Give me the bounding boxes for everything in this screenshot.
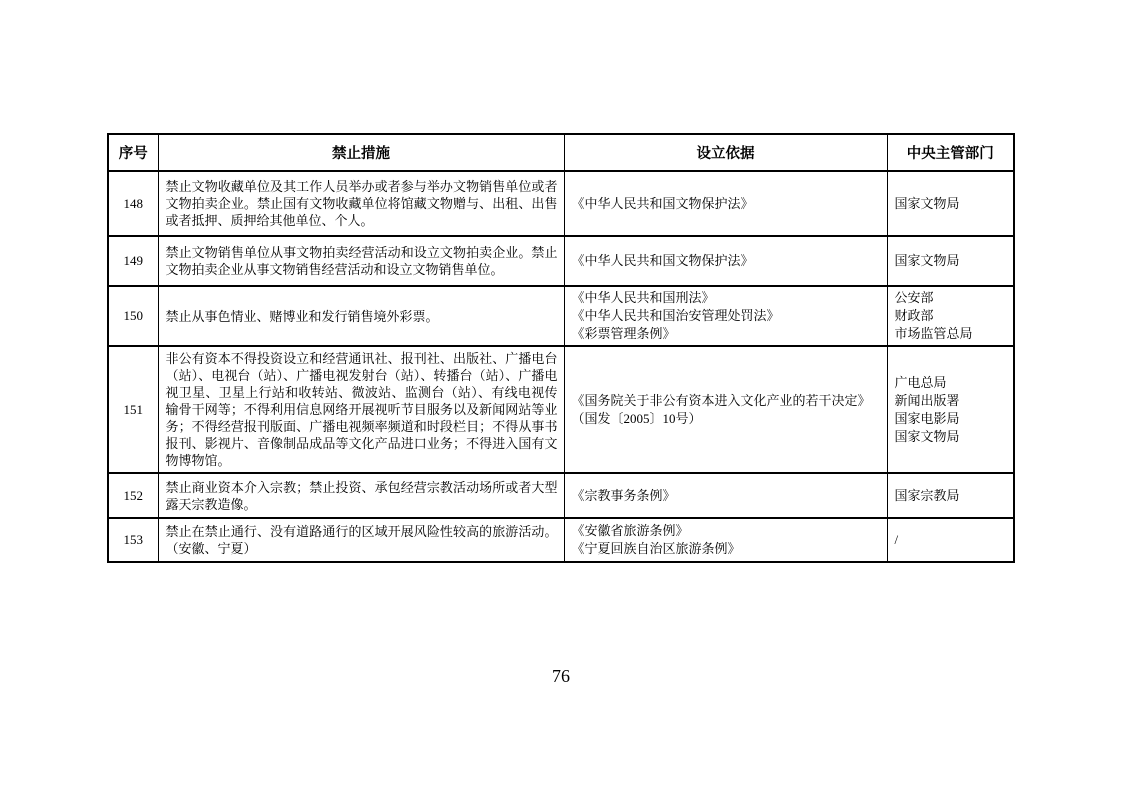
basis-line: 《彩票管理条例》: [571, 326, 676, 341]
measure-cell: 禁止在禁止通行、没有道路通行的区域开展风险性较高的旅游活动。（安徽、宁夏）: [158, 518, 564, 562]
row-number-cell: 151: [108, 346, 158, 473]
page-number: 76: [552, 666, 570, 686]
department-cell: [887, 346, 1014, 473]
basis-line: 《中华人民共和国文物保护法》: [571, 253, 754, 268]
department-line: 市场监管总局: [894, 326, 973, 341]
department-cell: [887, 473, 1014, 518]
basis-line: 《宗教事务条例》: [571, 487, 676, 503]
basis-line: 《中华人民共和国治安管理处罚法》: [571, 308, 780, 323]
row-number-cell: 152: [108, 473, 158, 518]
basis-line: 《国务院关于非公有资本进入文化产业的若干决定》（国发〔2005〕10号）: [571, 392, 871, 426]
department-line: 国家电影局: [894, 410, 960, 426]
measure-cell: 禁止从事色情业、赌博业和发行销售境外彩票。: [158, 286, 564, 346]
row-number-cell: 149: [108, 236, 158, 286]
department-cell: [887, 236, 1014, 286]
basis-cell: [564, 171, 887, 236]
basis-cell: [564, 473, 887, 518]
table-header: [108, 134, 1014, 171]
table-row: [108, 518, 1014, 562]
measure-cell: 非公有资本不得投资设立和经营通讯社、报刊社、出版社、广播电台（站）、电视台（站）、广播电视发射台（站）、转播台（站）、广播电视卫星、卫星上行站和收转站、微波站、监测台（站）、有线电视传输骨干网等；不得利用信息网络开展视听节目服务以及新闻网站等业务；不得经营报刊版面、广播电视频率频道和时段栏目；不得从事书报刊、影视片、音像制品成品等文化产品进口业务；不得进入国有文物博物馆。: [158, 346, 564, 473]
prohibition-table-container: [107, 133, 1015, 563]
department-line: 财政部: [894, 308, 934, 323]
prohibition-table: [107, 133, 1015, 563]
table-row: [108, 473, 1014, 518]
department-cell: [887, 518, 1014, 562]
department-line: 国家宗教局: [894, 487, 960, 503]
table-row: [108, 171, 1014, 236]
department-line: 国家文物局: [894, 428, 960, 444]
department-cell: [887, 286, 1014, 346]
table-body: [108, 171, 1014, 562]
department-line: 公安部: [894, 290, 934, 305]
row-number-cell: 148: [108, 171, 158, 236]
measure-cell: 禁止商业资本介入宗教；禁止投资、承包经营宗教活动场所或者大型露天宗教造像。: [158, 473, 564, 518]
basis-line: 《宁夏回族自治区旅游条例》: [571, 541, 741, 556]
department-line: 广电总局: [894, 374, 947, 390]
measure-cell: 禁止文物收藏单位及其工作人员举办或者参与举办文物销售单位或者文物拍卖企业。禁止国有文物收藏单位将馆藏文物赠与、出租、出售或者抵押、质押给其他单位、个人。: [158, 171, 564, 236]
header-cell-no: 序号: [108, 134, 158, 171]
row-number-cell: 150: [108, 286, 158, 346]
header-cell-department: 中央主管部门: [887, 134, 1014, 171]
measure-cell: 禁止文物销售单位从事文物拍卖经营活动和设立文物拍卖企业。禁止文物拍卖企业从事文物销售经营活动和设立文物销售单位。: [158, 236, 564, 286]
basis-line: 《中华人民共和国刑法》: [571, 290, 715, 305]
table-row: [108, 346, 1014, 473]
basis-cell: [564, 286, 887, 346]
department-line: 国家文物局: [894, 195, 960, 211]
basis-cell: [564, 236, 887, 286]
basis-line: 《安徽省旅游条例》: [571, 523, 689, 538]
header-cell-basis: 设立依据: [564, 134, 887, 171]
table-row: [108, 236, 1014, 286]
department-line: 国家文物局: [894, 253, 960, 268]
basis-line: 《中华人民共和国文物保护法》: [571, 195, 754, 211]
department-line: 新闻出版署: [894, 392, 960, 408]
department-cell: [887, 171, 1014, 236]
table-header-row: [108, 134, 1014, 171]
header-cell-measure: 禁止措施: [158, 134, 564, 171]
basis-cell: [564, 346, 887, 473]
department-line: /: [894, 532, 899, 547]
basis-cell: [564, 518, 887, 562]
row-number-cell: 153: [108, 518, 158, 562]
table-row: [108, 286, 1014, 346]
